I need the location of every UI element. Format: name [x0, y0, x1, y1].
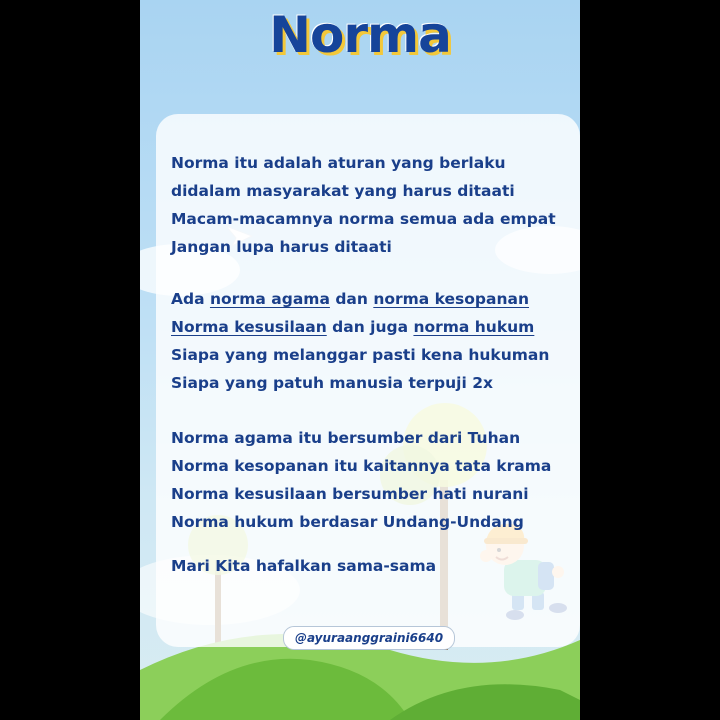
- lyric-line: [171, 313, 549, 341]
- term-norma-kesusilaan: Norma kesusilaan: [171, 318, 327, 336]
- lyric-line: Norma itu adalah aturan yang berlaku: [171, 154, 506, 172]
- lyric-line: Norma agama itu bersumber dari Tuhan: [171, 429, 521, 447]
- lyric-line: Macam-macamnya norma semua ada empat: [171, 210, 556, 228]
- lyric-line: Norma kesopanan itu kaitannya tata krama: [171, 457, 552, 475]
- lyric-text: dan juga: [326, 318, 414, 336]
- lyric-text: Ada: [171, 290, 210, 308]
- lyric-line: [171, 285, 549, 313]
- term-norma-hukum: norma hukum: [413, 318, 535, 336]
- lyric-line: Siapa yang patuh manusia terpuji 2x: [171, 374, 493, 392]
- lyric-line: Jangan lupa harus ditaati: [171, 238, 392, 256]
- lyric-line: Mari Kita hafalkan sama-sama: [171, 557, 437, 575]
- stanza-2: [171, 285, 549, 397]
- stanza-1: [171, 149, 556, 261]
- lyric-text: dan: [329, 290, 374, 308]
- page-title: Norma: [269, 6, 451, 64]
- stanza-3: [171, 424, 551, 536]
- closing-stanza: [171, 552, 436, 580]
- lyric-line: didalam masyarakat yang harus ditaati: [171, 182, 515, 200]
- term-norma-agama: norma agama: [209, 290, 330, 308]
- lyric-line: Norma hukum berdasar Undang-Undang: [171, 513, 524, 531]
- term-norma-kesopanan: norma kesopanan: [373, 290, 530, 308]
- lyric-line: Norma kesusilaan bersumber hati nurani: [171, 485, 529, 503]
- watermark-handle: @ayuraanggraini6640: [283, 626, 455, 650]
- lyric-line: Siapa yang melanggar pasti kena hukuman: [171, 346, 550, 364]
- phone-frame: [140, 0, 580, 720]
